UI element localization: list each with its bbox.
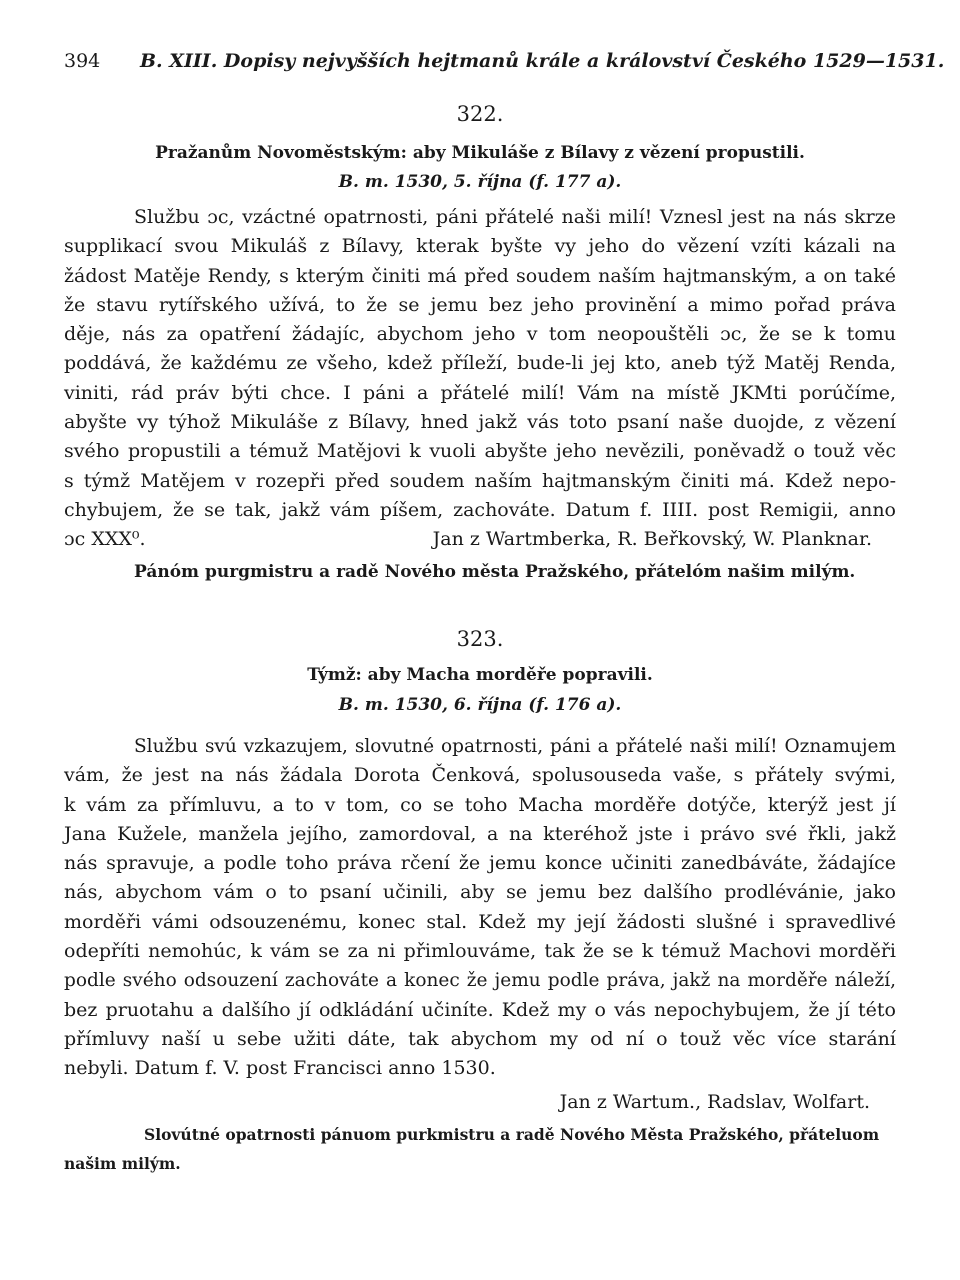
letter-number: 322. <box>456 102 504 126</box>
body-line: nás spravuje, a podle toho práva rčení že jemu konce učiniti zanedbáváte, žádajíce <box>64 852 896 875</box>
body-line: přímluvy naší u sebe užiti dáte, tak abychom my od ní o touž věc více starání <box>64 1027 896 1050</box>
body-line: bez pruotahu a dalšího jí odkládání učiníte. Kdež my o vás nepochybujem, že jí této <box>64 998 896 1021</box>
body-line: viniti, rád práv býti chce. I páni a přátelé milí! Vám na místě JKMti porúčíme, <box>64 381 896 404</box>
closing-row <box>64 525 896 554</box>
closing-text: ɔc XXX⁰. <box>64 528 146 551</box>
body-line: k vám za přímluvu, a to v tom, co se toho Macha morděře dotýče, kterýž jest jí <box>64 793 896 816</box>
address: Pánóm purgmistru a radě Nového města Pražského, přátelóm našim milým. <box>134 562 856 583</box>
signatures: Jan z Wartum., Radslav, Wolfart. <box>559 1090 870 1113</box>
running-title: B. XIII. Dopisy nejvyšších hejtmanů krále a království Českého 1529—1531. <box>140 50 945 72</box>
address-line: našim milým. <box>64 1153 181 1173</box>
address-line: Slovútné opatrnosti pánuom purkmistru a radě Nového Města Pražského, přáteluom <box>144 1124 880 1144</box>
body-line: s týmž Matějem v rozepři před soudem naším hajtmanským činiti má. Kdež nepo- <box>64 469 896 492</box>
body-line: morděři vámi odsouzenému, konec stal. Kdež my její žádosti slušné i spravedlivé <box>64 910 896 933</box>
body-line: žádost Matěje Rendy, s kterým činiti má před soudem naším hajtmanským, a on také <box>64 264 896 287</box>
body-line: vám, že jest na nás žádala Dorota Čenková, spolusouseda vaše, s přátely svými, <box>64 764 896 787</box>
signatures: Jan z Wartmberka, R. Beřkovský, W. Planknar. <box>432 528 872 551</box>
body-line: svého propustili a témuž Matějovi k vuoli abyšte jeho nevězili, poněvadž o touž věc <box>64 440 896 463</box>
body-line: supplikací svou Mikuláš z Bílavy, kterak byšte vy jeho do vězení vzíti kázali na <box>64 235 896 258</box>
body-line: nás, abychom vám o to psaní učinili, aby se jemu bez dalšího prodlévánie, jako <box>64 881 896 904</box>
body-line: podle svého odsouzení zachováte a konec že jemu podle práva, jakž na morděře náleží, <box>64 970 896 992</box>
letter-number: 323. <box>456 627 504 651</box>
letter-subject: Pražanům Novoměstským: aby Mikuláše z Bílavy z vězení propustili. <box>155 143 805 163</box>
body-line: poddává, že každému ze všeho, kdež příleží, bude-li jej kto, aneb týž Matěj Renda, <box>64 352 896 375</box>
body-line: Službu svú vzkazujem, slovutné opatrnosti, páni a přátelé naši milí! Oznamujem <box>134 736 896 757</box>
letter-323 <box>64 622 896 1178</box>
body-line: děje, nás za opatření žádajíc, abychom jeho v tom neopouštěli ɔc, že se k tomu <box>64 323 896 346</box>
letter-subject: Týmž: aby Macha morděře popravili. <box>307 665 653 685</box>
letter-body <box>64 203 896 554</box>
body-line: nebyli. Datum f. V. post Francisci anno 1530. <box>64 1057 496 1080</box>
letter-322 <box>64 97 896 587</box>
body-line: abyšte vy týhož Mikuláše z Bílavy, hned jakž vás toto psaní naše duojde, z vězení <box>64 411 896 434</box>
body-line: že stavu rytířského užívá, to že se jemu bez jeho provinění a mimo pořad práva <box>64 293 896 316</box>
body-line: Službu ɔc, vzáctné opatrnosti, páni přátelé naši milí! Vznesl jest na nás skrze <box>134 206 896 228</box>
page-number: 394 <box>64 50 101 72</box>
body-line: odepříti nemohúc, k vám se za ni přimlouváme, tak že se k témuž Machovi morděři <box>64 940 896 963</box>
letter-body <box>64 732 896 1084</box>
address <box>64 1120 896 1178</box>
body-line: Jana Kužele, manžela jejího, zamordoval, a na kteréhož jste i právo své řkli, jakž <box>64 822 896 845</box>
letter-dateline: B. m. 1530, 6. října (f. 176 a). <box>338 695 622 715</box>
body-line: chybujem, že se tak, jakž vám píšem, zachováte. Datum f. IIII. post Remigii, anno <box>64 498 896 521</box>
letter-dateline: B. m. 1530, 5. října (f. 177 a). <box>338 172 622 192</box>
